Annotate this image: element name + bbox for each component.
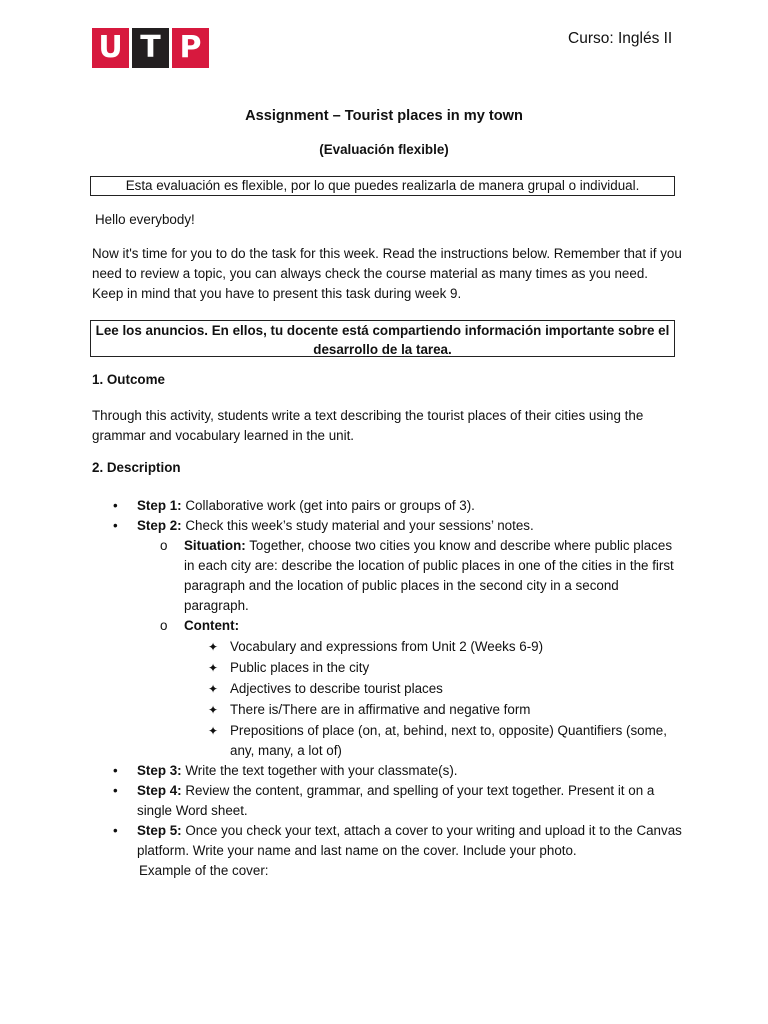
- content-list-item: [208, 658, 682, 678]
- step-label: Step 3:: [137, 763, 182, 778]
- logo-letter-p: P: [172, 28, 209, 68]
- bullet-icon: •: [113, 823, 118, 838]
- flexible-notice-box: Esta evaluación es flexible, por lo que puedes realizarla de manera grupal o individual.: [90, 176, 675, 196]
- step-label: Step 1:: [137, 498, 182, 513]
- step-text: Collaborative work (get into pairs or groups of 3).: [181, 498, 475, 513]
- outcome-heading: 1. Outcome: [92, 372, 165, 387]
- logo-letter-u: U: [92, 28, 129, 68]
- content-list-item: [208, 721, 682, 761]
- circle-bullet-icon: o: [160, 538, 168, 553]
- situation-item: [160, 536, 682, 616]
- content-list-item: [208, 637, 682, 657]
- page-subtitle: (Evaluación flexible): [319, 142, 449, 157]
- announcements-notice-box: Lee los anuncios. En ellos, tu docente está compartiendo información importante sobre el desarrollo de la tarea.: [90, 320, 675, 357]
- content-item-text: Vocabulary and expressions from Unit 2 (Weeks 6-9): [230, 639, 544, 654]
- steps-list: [113, 496, 682, 881]
- content-item: [160, 616, 682, 761]
- bullet-icon: •: [113, 783, 118, 798]
- cover-example-text: Example of the cover:: [139, 863, 269, 878]
- logo-letter-t: T: [132, 28, 169, 68]
- circle-bullet-icon: o: [160, 618, 168, 633]
- situation-text: Together, choose two cities you know and describe where public places in each city are: describe the location of public places in one of the cities in the first paragraph and the location of public places in the second city in a second paragraph.: [184, 538, 674, 613]
- situation-label: Situation:: [184, 538, 246, 553]
- content-item-text: Public places in the city: [230, 660, 370, 675]
- intro-paragraph: Now it's time for you to do the task for this week. Read the instructions below. Remember that if you need to review a topic, you can always check the course material as many times as you need. Keep in mind that you have to present this task during week 9.: [92, 246, 682, 301]
- content-list-item: [208, 700, 682, 720]
- content-item-text: Adjectives to describe tourist places: [230, 681, 443, 696]
- step-4: [113, 781, 682, 821]
- star-bullet-icon: ✦: [208, 724, 219, 738]
- utp-logo: [92, 28, 209, 68]
- step-text: Write the text together with your classmate(s).: [181, 763, 458, 778]
- bullet-icon: •: [113, 763, 118, 778]
- step-label: Step 4:: [137, 783, 182, 798]
- step-label: Step 2:: [137, 518, 182, 533]
- content-list-item: [208, 679, 682, 699]
- step-5: [113, 821, 682, 881]
- star-bullet-icon: ✦: [208, 661, 219, 675]
- step-text: Once you check your text, attach a cover to your writing and upload it to the Canvas platform. Write your name and last name on the cover. Include your photo.: [137, 823, 682, 858]
- star-bullet-icon: ✦: [208, 682, 219, 696]
- greeting: Hello everybody!: [95, 212, 195, 227]
- course-name: Curso: Inglés II: [568, 30, 673, 47]
- star-bullet-icon: ✦: [208, 640, 219, 654]
- bullet-icon: •: [113, 518, 118, 533]
- description-heading: 2. Description: [92, 460, 181, 475]
- page-title: Assignment – Tourist places in my town: [245, 108, 523, 124]
- content-item-text: Prepositions of place (on, at, behind, next to, opposite) Quantifiers (some, any, many, a lot of): [230, 723, 667, 758]
- content-label: Content:: [184, 618, 240, 633]
- step-3: [113, 761, 682, 781]
- step-label: Step 5:: [137, 823, 182, 838]
- star-bullet-icon: ✦: [208, 703, 219, 717]
- bullet-icon: •: [113, 498, 118, 513]
- content-list: [184, 637, 682, 761]
- content-item-text: There is/There are in affirmative and negative form: [230, 702, 531, 717]
- step-text: Check this week’s study material and your sessions’ notes.: [181, 518, 534, 533]
- step-2: [113, 516, 682, 761]
- outcome-text: Through this activity, students write a text describing the tourist places of their cities using the grammar and vocabulary learned in the unit.: [92, 408, 644, 443]
- step-2-sublist: [137, 536, 682, 761]
- step-text: Review the content, grammar, and spelling of your text together. Present it on a single Word sheet.: [137, 783, 655, 818]
- step-1: [113, 496, 682, 516]
